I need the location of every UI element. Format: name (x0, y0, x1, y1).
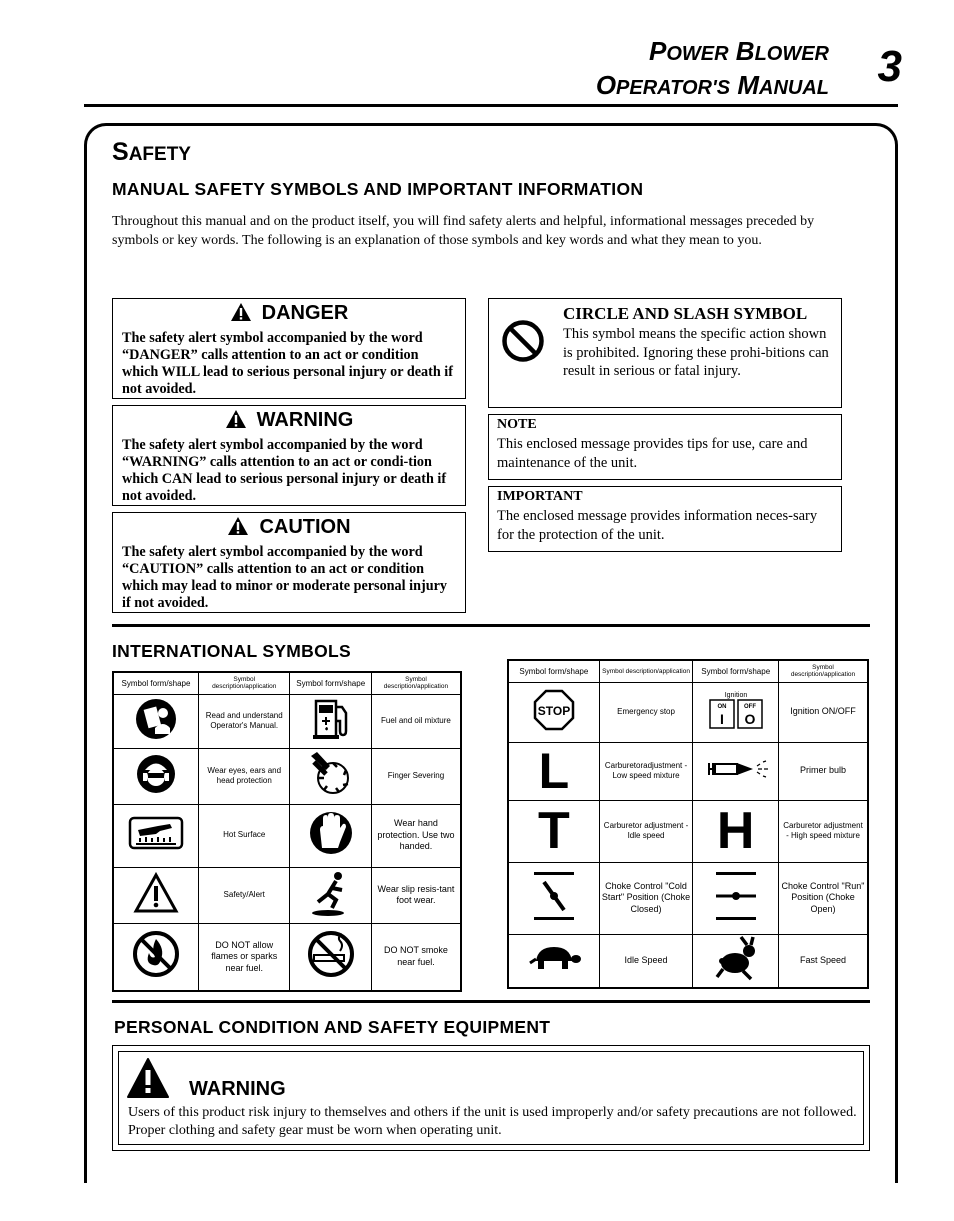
symbol-desc: Primer bulb (779, 742, 869, 800)
caution-box (112, 512, 466, 613)
symbol-desc: Finger Severing (371, 748, 461, 804)
alert-triangle-icon (230, 302, 252, 322)
turtle-icon (508, 934, 599, 988)
table-row (508, 742, 868, 800)
symbol-desc: Carburetor adjustment - High speed mixture (779, 800, 869, 862)
table-row (113, 694, 461, 748)
prohibited-icon (501, 319, 545, 363)
intro-paragraph: Throughout this manual and on the product itself, you will find safety alerts and helpful, informational messages preceded by symbols or key words. The following is an explanation of those symbols and key words and what they mean to you. (112, 214, 815, 248)
no-smoking-icon (290, 923, 371, 991)
manual-title-line-1: POWER BLOWER (648, 36, 829, 66)
svg-text:O: O (744, 710, 756, 727)
symbol-desc: DO NOT allow flames or sparks near fuel. (198, 923, 290, 991)
svg-text:STOP: STOP (537, 703, 571, 718)
ignition-switch-icon (693, 682, 779, 742)
symbol-desc: Carburetor adjustment - Idle speed (599, 800, 693, 862)
warning-box (112, 405, 466, 506)
personal-warning-title: WARNING (189, 1078, 286, 1100)
glove-icon (290, 804, 371, 867)
table-row (113, 748, 461, 804)
col-desc-header: Symbol description/application (198, 672, 290, 694)
important-text: The enclosed message provides information neces-sary for the protection of the unit. (497, 508, 818, 543)
table-row (508, 934, 868, 988)
note-text: This enclosed message provides tips for use, care and maintenance of the unit. (497, 436, 808, 471)
svg-text:Ignition: Ignition (724, 691, 747, 699)
letter-t-icon: T (508, 800, 599, 862)
symbol-desc: Safety/Alert (198, 867, 290, 923)
symbol-desc: Read and understand Operator's Manual. (198, 694, 290, 748)
symbols-table-right (507, 659, 869, 989)
manual-reader-icon (113, 694, 198, 748)
symbol-desc: DO NOT smoke near fuel. (371, 923, 461, 991)
fuel-pump-icon (290, 694, 371, 748)
table-row (113, 867, 461, 923)
stop-sign-icon (508, 682, 599, 742)
personal-warning-box (112, 1045, 870, 1151)
danger-text: The safety alert symbol accompanied by the word “DANGER” calls attention to an act or condition which WILL lead to serious personal injury or death if not avoided. (122, 330, 453, 397)
table-row (508, 800, 868, 862)
symbol-desc: Fast Speed (779, 934, 869, 988)
letter-h-icon: H (693, 800, 779, 862)
symbols-table-left (112, 671, 462, 992)
circle-slash-box (488, 298, 842, 408)
circle-slash-title: CIRCLE AND SLASH SYMBOL (563, 304, 808, 323)
symbol-desc: Idle Speed (599, 934, 693, 988)
danger-heading: DANGER (113, 302, 465, 325)
finger-severing-icon (290, 748, 371, 804)
section-rule (112, 1000, 870, 1003)
circle-slash-text: This symbol means the specific action shown is prohibited. Ignoring these prohi-bitions can result in serious or fatal injury. (563, 326, 829, 379)
svg-text:OFF: OFF (743, 703, 756, 710)
col-desc-header: Symbol description/application (599, 660, 693, 682)
header-rule (84, 104, 898, 107)
slip-icon (290, 867, 371, 923)
svg-text:I: I (719, 710, 724, 727)
col-form-header: Symbol form/shape (290, 672, 371, 694)
symbol-desc: Hot Surface (198, 804, 290, 867)
col-form-header: Symbol form/shape (508, 660, 599, 682)
alert-triangle-icon (225, 409, 247, 429)
caution-heading: CAUTION (113, 516, 465, 539)
col-form-header: Symbol form/shape (113, 672, 198, 694)
symbol-desc: Emergency stop (599, 682, 693, 742)
important-label: IMPORTANT (497, 489, 583, 504)
symbol-desc: Fuel and oil mixture (371, 694, 461, 748)
table-row (508, 682, 868, 742)
alert-triangle-icon (113, 867, 198, 923)
page-number: 3 (877, 42, 902, 91)
symbol-desc: Wear hand protection. Use two handed. (371, 804, 461, 867)
symbol-desc: Carburetoradjustment - Low speed mixture (599, 742, 693, 800)
table-row (508, 862, 868, 934)
personal-warning-inner (118, 1051, 864, 1145)
note-label: NOTE (497, 417, 537, 432)
alert-triangle-icon (227, 516, 249, 536)
danger-box (112, 298, 466, 399)
manual-title-line-2: OPERATOR'S MANUAL (595, 70, 829, 100)
warning-text: The safety alert symbol accompanied by the word “WARNING” calls attention to an act or condi-tion which CAN lead to serious personal injury or death if not avoided. (122, 437, 447, 504)
personal-warning-text: Users of this product risk injury to themselves and others if the unit is used improperly and/or safety precautions are not followed. Proper clothing and safety gear must be worn when operating unit. (128, 1105, 857, 1138)
personal-heading: PERSONAL CONDITION AND SAFETY EQUIPMENT (114, 1017, 551, 1037)
col-desc-header: Symbol description/application (371, 672, 461, 694)
symbol-desc: Wear eyes, ears and head protection (198, 748, 290, 804)
symbol-desc: Ignition ON/OFF (779, 682, 869, 742)
table-row (113, 804, 461, 867)
warning-heading: WARNING (113, 409, 465, 432)
col-desc-header: Symbol description/application (779, 660, 869, 682)
section-title: SAFETY (112, 138, 191, 166)
safety-symbols-subhead: MANUAL SAFETY SYMBOLS AND IMPORTANT INFORMATION (112, 179, 644, 199)
choke-open-icon (693, 862, 779, 934)
letter-l-icon: L (508, 742, 599, 800)
hot-surface-icon (113, 804, 198, 867)
col-form-header: Symbol form/shape (693, 660, 779, 682)
primer-bulb-icon (693, 742, 779, 800)
note-box (488, 414, 842, 480)
section-rule (112, 624, 870, 627)
protective-gear-icon (113, 748, 198, 804)
caution-text: The safety alert symbol accompanied by the word “CAUTION” calls attention to an act or condition which may lead to minor or moderate personal injury if not avoided. (122, 544, 447, 611)
symbol-desc: Choke Control "Cold Start" Position (Choke Closed) (599, 862, 693, 934)
symbol-desc: Wear slip resis-tant foot wear. (371, 867, 461, 923)
no-flames-icon (113, 923, 198, 991)
international-heading: INTERNATIONAL SYMBOLS (112, 641, 351, 661)
svg-text:ON: ON (717, 703, 727, 710)
important-box (488, 486, 842, 552)
alert-triangle-icon (127, 1058, 169, 1098)
symbol-desc: Choke Control "Run" Position (Choke Open) (779, 862, 869, 934)
rabbit-icon (693, 934, 779, 988)
table-row (113, 923, 461, 991)
choke-closed-icon (508, 862, 599, 934)
